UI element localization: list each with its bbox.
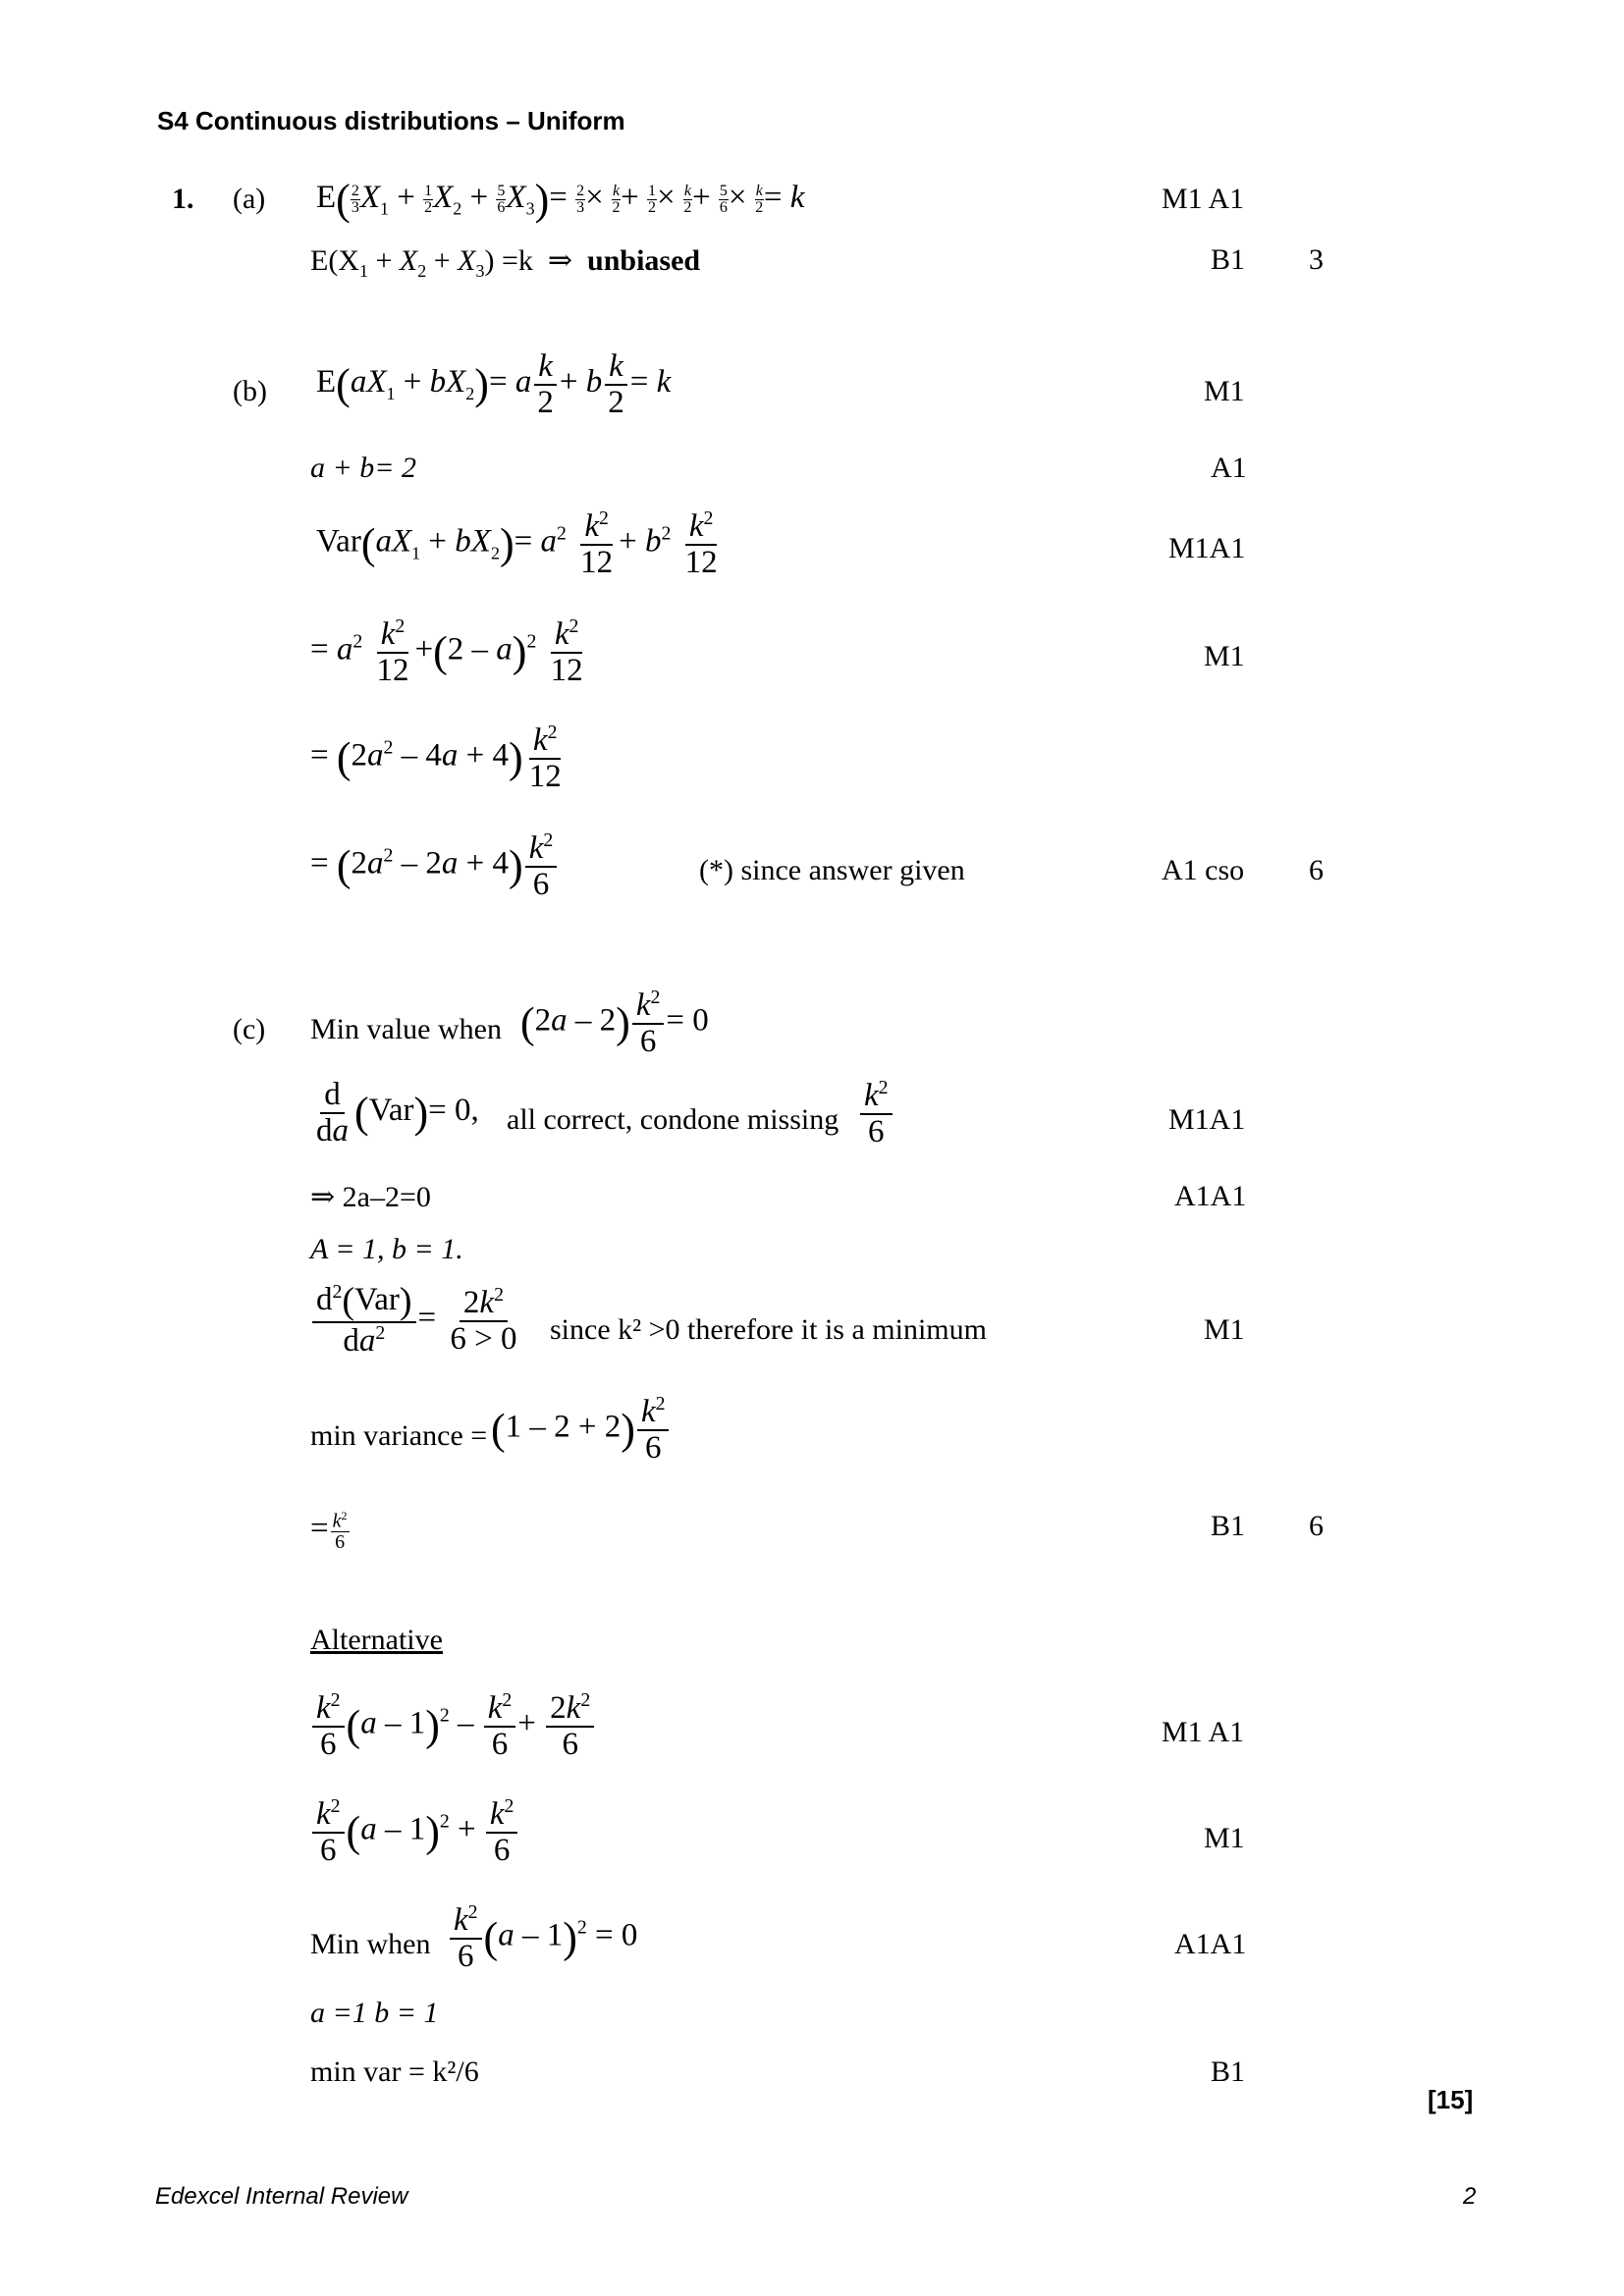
part-c-line5-text: since k² >0 therefore it is a minimum <box>550 1313 987 1346</box>
alternative-line3-text: Min when <box>310 1928 431 1960</box>
part-a-total: 3 <box>1309 243 1324 276</box>
page-number: 2 <box>1463 2183 1477 2210</box>
alternative-line5-marks: B1 <box>1211 2056 1246 2088</box>
part-b-expectation-equation: $E(aX_1 + bX_2)= a$ $\frac{k}{2}$ + b $\frac{k}{2}$ = k <box>316 348 672 420</box>
alternative-line1-equation: $\frac{k^2}{6}$ (a – 1)$^2$ – $\frac{k^2}{6}$ + $\frac{2k^2}{6}$ <box>310 1690 596 1761</box>
part-a-expectation-equation: E( $\frac{2}{3}$ $X_1$ + $\frac{1}{2}$ $X_2$ + $\frac{5}{6}$ $X_3)=$ $\frac{2}{3}$ × $\frac{k}{2}$ + $\frac{1}{2}$ × $\frac{k}{2}$ + $\frac{5}{6}$ × $\frac{k}{2}$ = k <box>316 176 805 224</box>
part-a-label: (a) <box>233 183 266 215</box>
part-c-line3-text: ⇒ 2a–2=0 <box>310 1181 431 1213</box>
part-c-line1-text: Min value when <box>310 1013 502 1045</box>
page-title: S4 Continuous distributions – Uniform <box>157 106 625 135</box>
part-b-label: (b) <box>233 375 267 407</box>
part-c-line5-marks: M1 <box>1204 1313 1245 1346</box>
part-c-line3-marks: A1A1 <box>1174 1180 1247 1212</box>
part-a-unbiased-line: $E(X_1 + X_2 + X_3) =k$ ⇒ unbiased <box>310 244 701 281</box>
part-c-total: 6 <box>1309 1510 1324 1542</box>
part-b-simplify-equation: = $(2a^2 - 4a + 4)$ $\frac{k^2}{12}$ <box>310 721 562 794</box>
part-b-substitution-equation: = $a^2$ $\frac{k^2}{12}$ +(2 – a)$^2$ $\frac{k^2}{12}$ <box>310 615 583 688</box>
alternative-heading: Alternative <box>310 1624 443 1656</box>
part-b-result-equation: = $(2a^2 - 2a + 4)$ $\frac{k^2}{6}$ <box>310 830 559 901</box>
part-c-min-variance-equation: (1 – 2 + 2) $\frac{k^2}{6}$ <box>491 1394 671 1465</box>
part-c-line7-marks: B1 <box>1211 1510 1246 1542</box>
part-a-line2-marks: B1 <box>1211 243 1246 276</box>
part-b-line6-marks: A1 cso <box>1162 854 1245 886</box>
part-c-k2-over-6: $\frac{k^2}{6}$ <box>858 1078 894 1148</box>
part-b-total: 6 <box>1309 854 1324 886</box>
part-b-line2-text: a + b= 2 <box>310 452 416 484</box>
part-b-note: (*) since answer given <box>699 854 965 886</box>
part-c-line6-text: min variance = <box>310 1419 488 1452</box>
part-b-variance-equation: $Var(aX_1 + bX_2)= a^2$ $\frac{k^2}{12}$ + $b^2$ $\frac{k^2}{12}$ <box>316 507 718 580</box>
part-c-line4-text: A = 1, b = 1. <box>310 1233 463 1265</box>
part-b-line2-marks: A1 <box>1211 452 1247 484</box>
part-c-label: (c) <box>233 1013 266 1045</box>
part-c-derivative-equation: $\frac{d}{da}$ (Var)= 0, <box>316 1077 479 1148</box>
part-a-line1-marks: M1 A1 <box>1162 183 1245 215</box>
alternative-line2-equation: $\frac{k^2}{6}$ (a – 1)$^2$ + $\frac{k^2}{6}$ <box>310 1796 519 1867</box>
total-marks: [15] <box>1428 2085 1474 2114</box>
alternative-line5-text: min var = k²/6 <box>310 2056 479 2088</box>
alternative-line4-text: a =1 b = 1 <box>310 1997 439 2029</box>
part-a-line2-text: E(X <box>310 244 359 277</box>
part-c-final-equation: = $\frac{k^2}{6}$ <box>310 1509 348 1553</box>
footer-source: Edexcel Internal Review <box>155 2183 408 2210</box>
part-c-line2-text: all correct, condone missing <box>507 1103 839 1136</box>
alternative-line1-marks: M1 A1 <box>1162 1716 1245 1748</box>
question-number: 1. <box>172 183 194 215</box>
part-b-line1-marks: M1 <box>1204 375 1245 407</box>
alternative-line3-marks: A1A1 <box>1174 1928 1247 1960</box>
part-b-line3-marks: M1A1 <box>1168 532 1246 564</box>
part-a-conclusion: unbiased <box>587 244 701 277</box>
alternative-line2-marks: M1 <box>1204 1822 1245 1854</box>
part-c-line2-marks: M1A1 <box>1168 1103 1246 1136</box>
part-c-min-equation: (2a – 2) $\frac{k^2}{6}$ = 0 <box>520 987 709 1059</box>
part-c-second-derivative-equation: $\frac{d^2(Var)}{da^2}$ = $\frac{2k^2}{6 > 0}$ <box>310 1282 523 1359</box>
part-b-line4-marks: M1 <box>1204 640 1245 672</box>
alternative-line3-equation: $\frac{k^2}{6}$ (a – 1)$^2$ = 0 <box>448 1902 637 1973</box>
